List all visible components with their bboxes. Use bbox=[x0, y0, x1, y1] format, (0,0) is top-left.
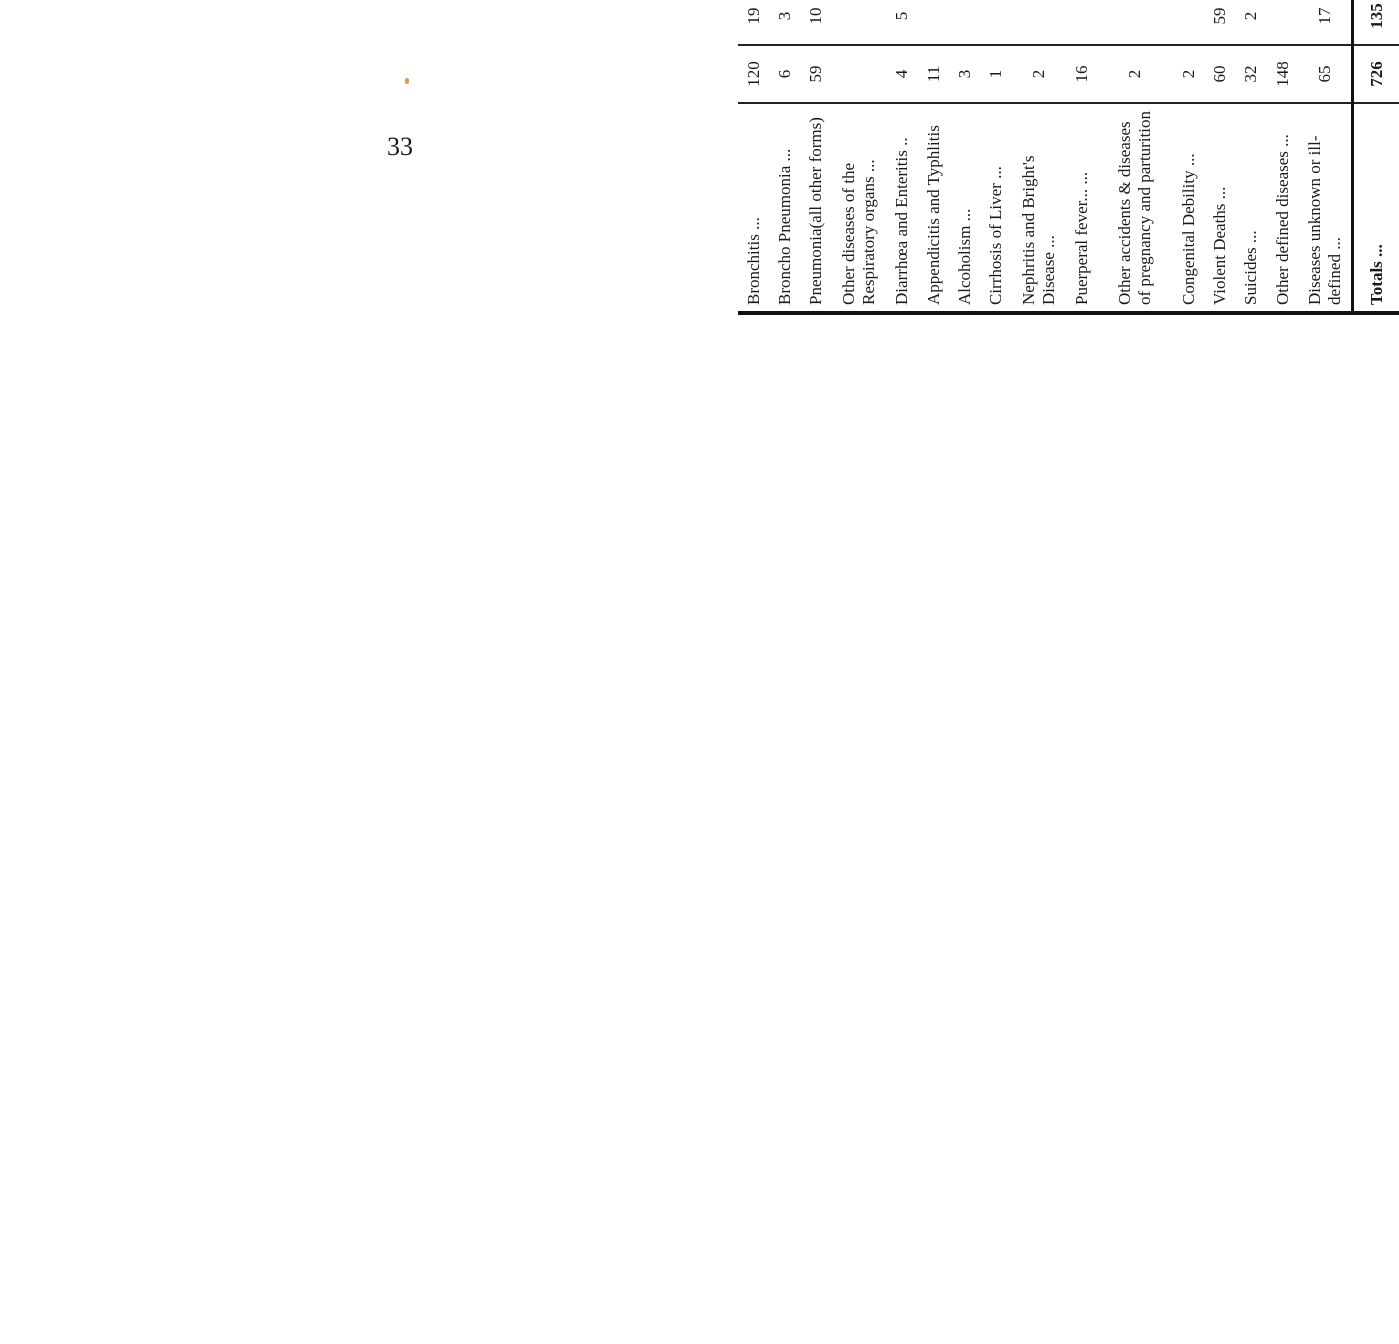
cell-value: 10 bbox=[801, 0, 832, 45]
row-label: Violent Deaths ... bbox=[1204, 103, 1235, 313]
cell-value: 148 bbox=[1267, 45, 1298, 103]
cell-value: 3 bbox=[769, 0, 800, 45]
row-label: Cirrhosis of Liver ... bbox=[981, 103, 1012, 313]
cell-value: 4 bbox=[887, 45, 918, 103]
cell-value: 11 bbox=[918, 45, 949, 103]
table-row bbox=[1267, 0, 1298, 313]
row-label: Diseases unknown or ill-defined ... bbox=[1299, 103, 1353, 313]
cell-value bbox=[1267, 0, 1298, 45]
cell-value bbox=[949, 0, 980, 45]
mortality-table bbox=[738, 0, 1399, 315]
cell-value: 60 bbox=[1204, 45, 1235, 103]
cell-value bbox=[981, 0, 1012, 45]
row-label: Other defined diseases ... bbox=[1267, 103, 1298, 313]
row-label: Alcoholism ... bbox=[949, 103, 980, 313]
table-row bbox=[1066, 0, 1097, 313]
cell-value: 135 bbox=[1353, 0, 1399, 45]
table-row bbox=[738, 0, 769, 313]
cell-value: 1 bbox=[981, 45, 1012, 103]
table-row bbox=[832, 0, 886, 313]
table-row bbox=[887, 0, 918, 313]
table-row bbox=[1204, 0, 1235, 313]
table-row bbox=[949, 0, 980, 313]
totals-row bbox=[1353, 0, 1399, 313]
row-label: Pneumonia(all other forms) bbox=[801, 103, 832, 313]
cell-value: 65 bbox=[1299, 45, 1353, 103]
table-row bbox=[918, 0, 949, 313]
cell-value: 726 bbox=[1353, 45, 1399, 103]
table-row bbox=[801, 0, 832, 313]
cell-value bbox=[1173, 0, 1204, 45]
row-label: Suicides ... bbox=[1236, 103, 1267, 313]
cell-value: 3 bbox=[949, 45, 980, 103]
cell-value: 120 bbox=[738, 45, 769, 103]
cell-value: 2 bbox=[1173, 45, 1204, 103]
table-row bbox=[1299, 0, 1353, 313]
row-label: Appendicitis and Typhlitis bbox=[918, 103, 949, 313]
cell-value: 19 bbox=[738, 0, 769, 45]
table-row bbox=[981, 0, 1012, 313]
cell-value bbox=[918, 0, 949, 45]
row-label: Broncho Pneumonia ... bbox=[769, 103, 800, 313]
row-label: Diarrhœa and Enteritis .. bbox=[887, 103, 918, 313]
paper-speck bbox=[405, 78, 409, 84]
page-number: 33 bbox=[387, 132, 413, 161]
cell-value: 17 bbox=[1299, 0, 1353, 45]
row-label: Congenital Debility ... bbox=[1173, 103, 1204, 313]
cell-value bbox=[1012, 0, 1066, 45]
causes-of-death-table bbox=[738, 0, 1399, 315]
cell-value: 2 bbox=[1012, 45, 1066, 103]
row-label: Puerperal fever... ... bbox=[1066, 103, 1097, 313]
table-row bbox=[1012, 0, 1066, 313]
cell-value: 32 bbox=[1236, 45, 1267, 103]
row-label: Totals ... bbox=[1353, 103, 1399, 313]
cell-value: 6 bbox=[769, 45, 800, 103]
table-row bbox=[1236, 0, 1267, 313]
cell-value bbox=[832, 45, 886, 103]
row-label: Other accidents & diseases of pregnancy and parturition bbox=[1098, 103, 1173, 313]
cell-value: 59 bbox=[801, 45, 832, 103]
cell-value bbox=[832, 0, 886, 45]
row-label: Bronchitis ... bbox=[738, 103, 769, 313]
cell-value: 2 bbox=[1098, 45, 1173, 103]
row-label: Other diseases of the Respiratory organs ... bbox=[832, 103, 886, 313]
table-row bbox=[769, 0, 800, 313]
cell-value: 59 bbox=[1204, 0, 1235, 45]
row-label: Nephritis and Bright's Disease ... bbox=[1012, 103, 1066, 313]
cell-value: 2 bbox=[1236, 0, 1267, 45]
cell-value bbox=[1066, 0, 1097, 45]
table-row bbox=[1173, 0, 1204, 313]
table-row bbox=[1098, 0, 1173, 313]
cell-value bbox=[1098, 0, 1173, 45]
cell-value: 5 bbox=[887, 0, 918, 45]
cell-value: 16 bbox=[1066, 45, 1097, 103]
